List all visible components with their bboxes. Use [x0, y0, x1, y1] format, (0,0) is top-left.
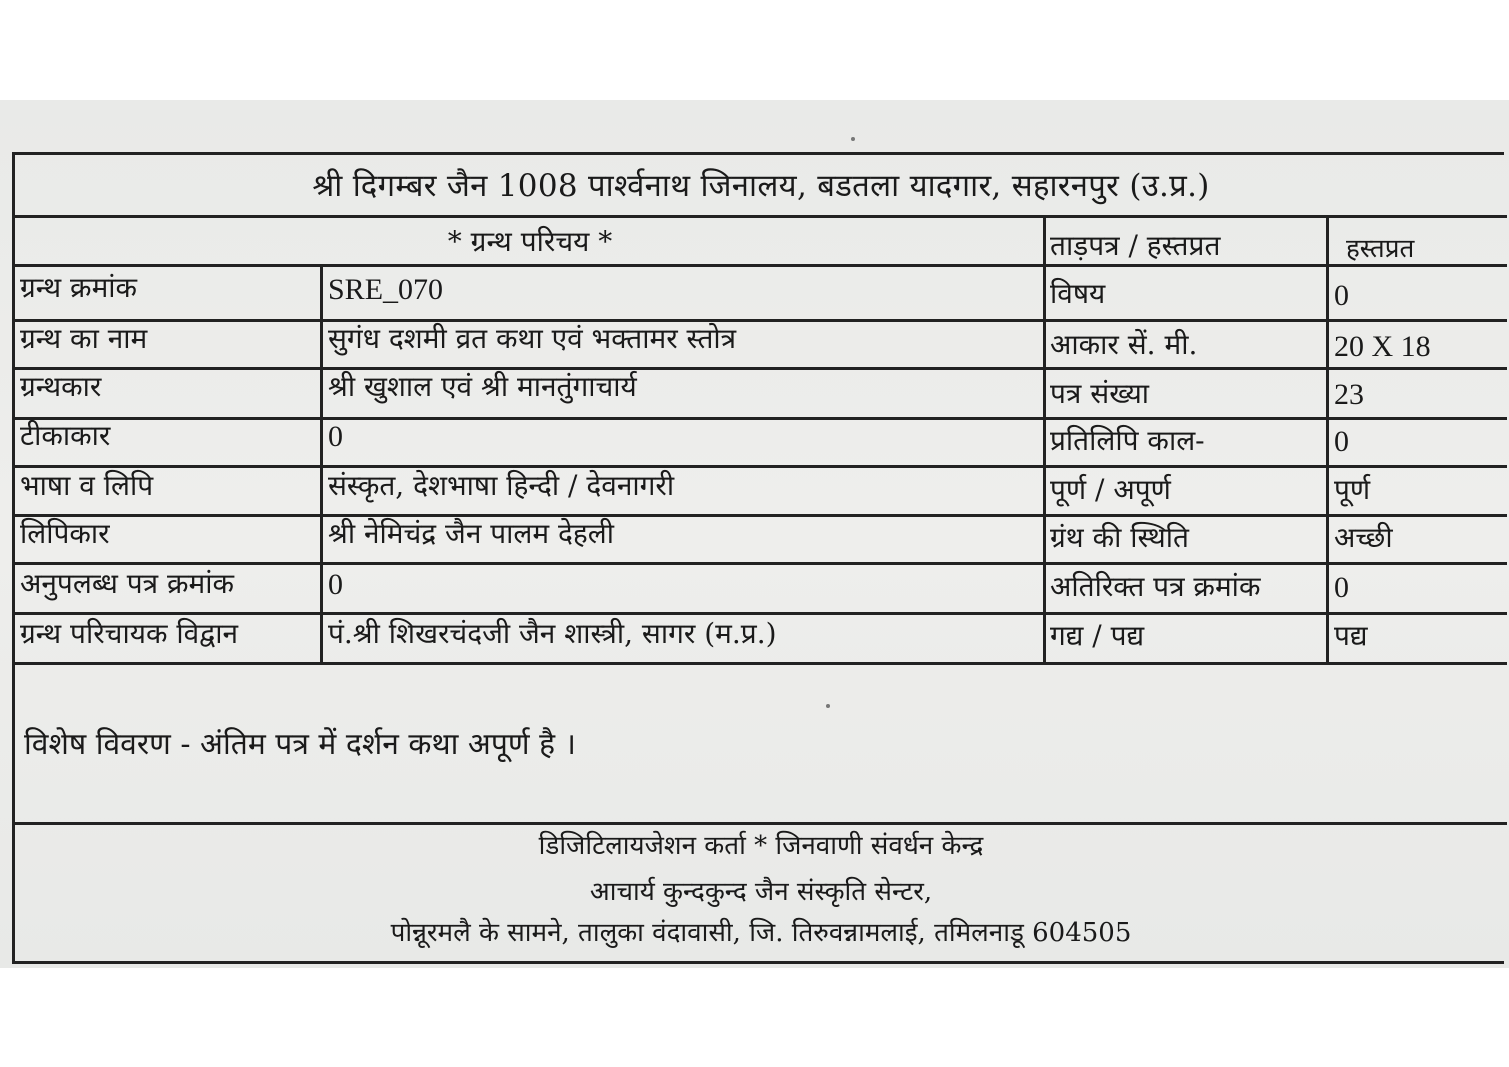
special-remarks: विशेष विवरण - अंतिम पत्र में दर्शन कथा अपूर्ण है । — [24, 727, 576, 762]
row-divider — [15, 465, 1507, 468]
scan-speck — [851, 137, 855, 141]
row-label-vishay: विषय — [1050, 277, 1106, 310]
row-label-pratilipi-kaal: प्रतिलिपि काल- — [1050, 424, 1205, 457]
row-divider — [15, 514, 1507, 517]
row-label-aakar: आकार सें. मी. — [1050, 328, 1198, 361]
row-label-atirikt-patra: अतिरिक्त पत्र क्रमांक — [1050, 570, 1261, 603]
row-label-patra-sankhya: पत्र संख्या — [1050, 377, 1150, 410]
row-value-aakar: 20 X 18 — [1334, 330, 1431, 363]
row-value-pratilipi-kaal: 0 — [1334, 425, 1349, 458]
column-divider — [1043, 218, 1046, 662]
row-value-vishay: 0 — [1334, 279, 1349, 312]
row-label-granthkar: ग्रन्थकार — [20, 370, 102, 403]
column-divider — [1326, 218, 1329, 662]
footer-center-name: आचार्य कुन्दकुन्द जैन संस्कृति सेन्टर, — [589, 877, 933, 907]
row-value-granth-sthiti: अच्छी — [1334, 521, 1393, 554]
row-value-parichayak-vidvan: पं.श्री शिखरचंदजी जैन शास्त्री, सागर (म.प्र.) — [328, 617, 777, 650]
row-value-lipikar: श्री नेमिचंद्र जैन पालम देहली — [328, 517, 615, 550]
row-label-gadya-padya: गद्य / पद्य — [1050, 619, 1145, 652]
row-value-gadya-padya: पद्य — [1334, 619, 1368, 652]
row-divider — [15, 612, 1507, 615]
section-title: * ग्रन्थ परिचय * — [447, 225, 613, 258]
row-value-bhasha-lipi: संस्कृत, देशभाषा हिन्दी / देवनागरी — [328, 469, 675, 502]
row-value-anupalabdh-patra: 0 — [328, 568, 343, 601]
row-divider — [15, 417, 1507, 420]
row-label-poorn-apoorn: पूर्ण / अपूर्ण — [1050, 473, 1171, 506]
row-value-atirikt-patra: 0 — [1334, 571, 1349, 604]
row-value-teekakar: 0 — [328, 420, 343, 453]
column-divider — [320, 264, 323, 662]
footer-digitizer: डिजिटिलायजेशन कर्ता * जिनवाणी संवर्धन केन्द्र — [538, 831, 984, 861]
row-value-poorn-apoorn: पूर्ण — [1334, 473, 1371, 506]
row-label-bhasha-lipi: भाषा व लिपि — [20, 469, 154, 502]
type-value: हस्तप्रत — [1346, 234, 1415, 264]
footer-divider — [15, 822, 1507, 825]
row-label-granth-sthiti: ग्रंथ की स्थिति — [1050, 521, 1189, 554]
footer-address: पोन्नूरमलै के सामने, तालुका वंदावासी, जि. तिरुवन्नामलाई, तमिलनाडू 604505 — [390, 918, 1132, 948]
row-label-parichayak-vidvan: ग्रन्थ परिचायक विद्वान — [20, 617, 239, 650]
row-value-granthkar: श्री खुशाल एवं श्री मानतुंगाचार्य — [328, 370, 637, 403]
row-divider — [15, 264, 1507, 267]
row-label-granth-naam: ग्रन्थ का नाम — [20, 322, 148, 355]
row-divider — [15, 562, 1507, 565]
row-label-teekakar: टीकाकार — [20, 419, 111, 452]
row-divider — [15, 367, 1507, 370]
row-label-anupalabdh-patra: अनुपलब्ध पत्र क्रमांक — [20, 567, 234, 600]
title-divider — [15, 215, 1507, 218]
row-value-granth-naam: सुगंध दशमी व्रत कथा एवं भक्तामर स्तोत्र — [328, 322, 737, 355]
scan-speck — [826, 704, 830, 708]
row-divider — [15, 319, 1507, 322]
row-value-granth-kramank: SRE_070 — [328, 273, 444, 306]
type-label: ताड़पत्र / हस्तप्रत — [1050, 229, 1221, 262]
row-value-patra-sankhya: 23 — [1334, 378, 1364, 411]
table-bottom-divider — [15, 662, 1507, 665]
row-label-granth-kramank: ग्रन्थ क्रमांक — [20, 271, 138, 304]
row-label-lipikar: लिपिकार — [20, 517, 110, 550]
page-title: श्री दिगम्बर जैन 1008 पार्श्वनाथ जिनालय, बडतला यादगार, सहारनपुर (उ.प्र.) — [312, 168, 1210, 204]
